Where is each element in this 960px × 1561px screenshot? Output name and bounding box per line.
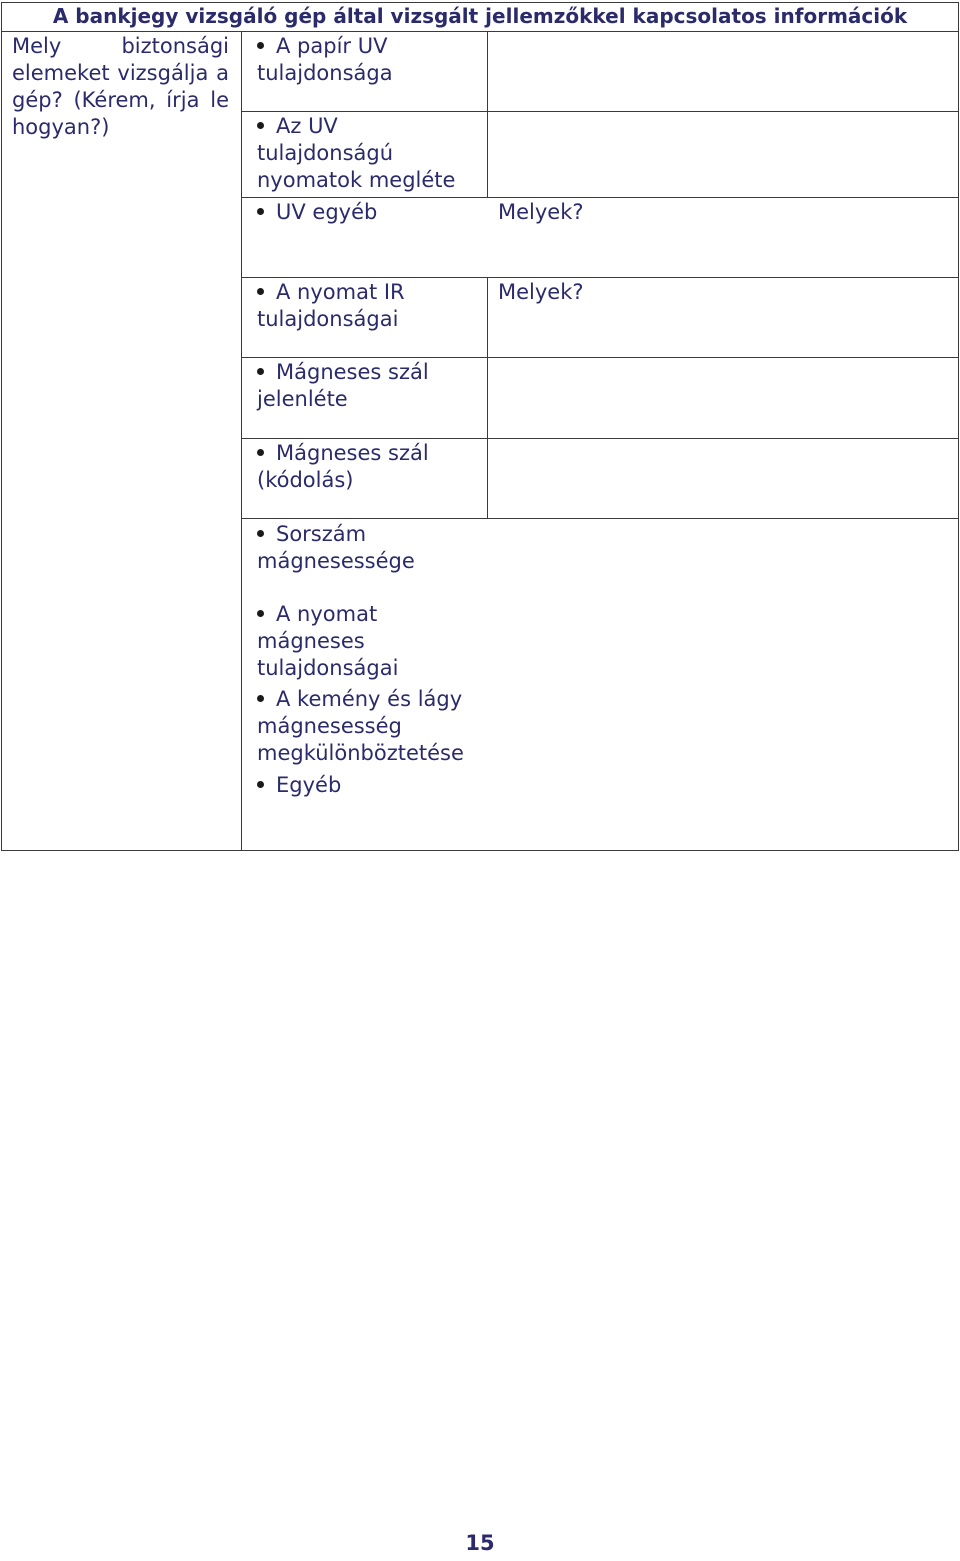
- column-divider-1: [241, 31, 242, 851]
- row-divider-5: [241, 438, 959, 439]
- bullet-icon: [257, 288, 264, 295]
- table-border-bottom: [1, 850, 959, 851]
- bullet-icon: [257, 530, 264, 537]
- row-divider-2: [241, 197, 959, 198]
- feature-item-magnetic-thread: Mágneses szál jelenléte: [257, 360, 429, 411]
- bullet-icon: [257, 449, 264, 456]
- row-divider-1: [241, 111, 959, 112]
- bullet-icon: [257, 208, 264, 215]
- page-number: 15: [465, 1531, 495, 1555]
- column-divider-2b: [487, 277, 488, 519]
- feature-item-uv-paper: A papír UV tulajdonsága: [257, 34, 393, 85]
- question-text: Mely biztonsági elemeket vizsgálja a gép? (Kérem, írja le hogyan?): [12, 34, 229, 139]
- table-title: A bankjegy vizsgáló gép által vizsgált jellemzőkkel kapcsolatos információk: [52, 4, 908, 28]
- row-divider-6: [241, 518, 959, 519]
- feature-item-uv-print: Az UV tulajdonságú nyomatok megléte: [257, 114, 456, 192]
- bullet-icon: [257, 781, 264, 788]
- bullet-icon: [257, 695, 264, 702]
- feature-item-magnetic-thread-coding: Mágneses szál (kódolás): [257, 441, 429, 492]
- feature-item-hard-soft-magnetism: A kemény és lágy mágnesesség megkülönböztetése: [257, 687, 464, 765]
- bullet-icon: [257, 610, 264, 617]
- column-divider-2a: [487, 31, 488, 197]
- feature-item-uv-other: UV egyéb: [257, 199, 377, 226]
- table-border-left: [1, 2, 2, 851]
- answer-ir: Melyek?: [498, 280, 584, 304]
- header-divider: [1, 31, 959, 32]
- answer-uv-other: Melyek?: [498, 200, 584, 224]
- bullet-icon: [257, 122, 264, 129]
- row-divider-4: [241, 357, 959, 358]
- bullet-icon: [257, 42, 264, 49]
- row-divider-3: [241, 277, 959, 278]
- feature-item-serial-magnetic: Sorszám mágnesessége: [257, 522, 415, 573]
- feature-item-other: Egyéb: [257, 772, 341, 799]
- table-border-right: [958, 2, 959, 851]
- bullet-icon: [257, 368, 264, 375]
- feature-item-ir: A nyomat IR tulajdonságai: [257, 280, 405, 331]
- feature-item-print-magnetic: A nyomat mágneses tulajdonságai: [257, 602, 399, 680]
